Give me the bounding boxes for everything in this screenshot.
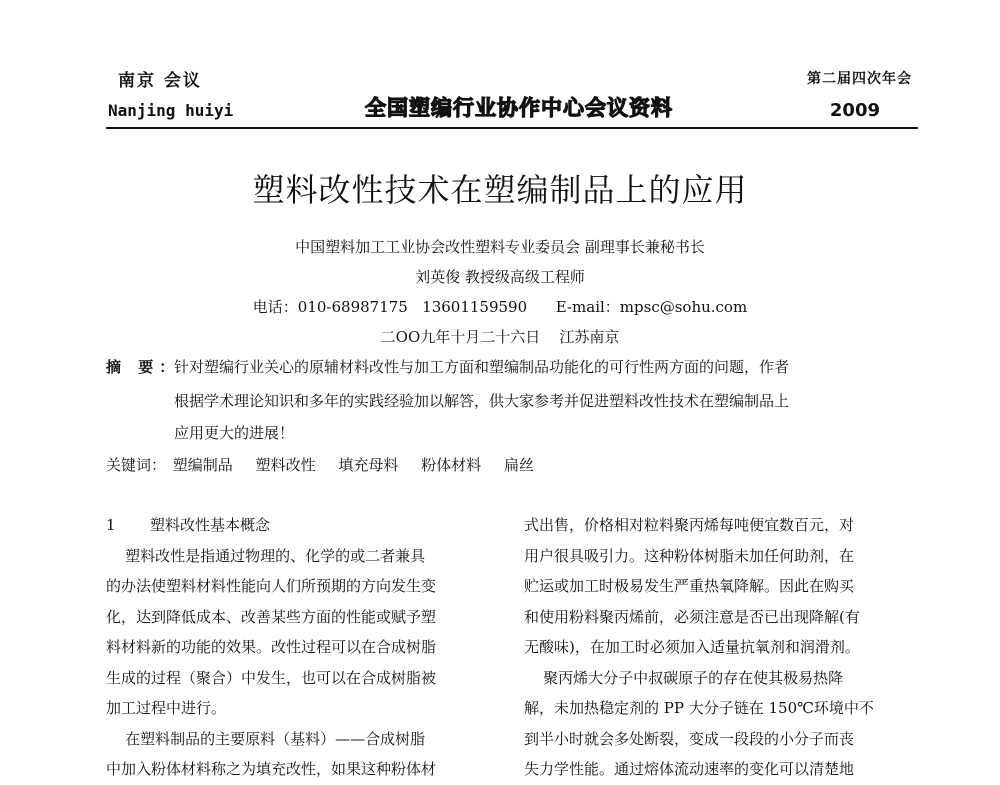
body-line: 无酸味)，在加工时必须加入适量抗氧剂和润滑剂。: [524, 638, 860, 656]
header-year: 2009: [829, 100, 880, 121]
keywords: [106, 454, 552, 475]
body-line: 生成的过程（聚合）中发生，也可以在合成树脂被: [106, 668, 437, 687]
section-number: 1: [106, 516, 116, 534]
date-place: 二OO九年十月二十六日 江苏南京: [380, 328, 620, 346]
body-line: 和使用粉料聚丙烯前，必须注意是否已出现降解(有: [524, 607, 860, 626]
body-line: 的办法使塑料材料性能向人们所预期的方向发生变: [106, 577, 437, 595]
header-location-en: Nanjing huiyi: [108, 101, 234, 120]
abstract-line: 应用更大的进展！: [174, 424, 295, 442]
header-session: 第二届四次年会: [807, 71, 912, 87]
keyword: 扁丝: [503, 456, 534, 474]
paper-title: 塑料改性技术在塑编制品上的应用: [252, 171, 748, 209]
body-left-column: [106, 510, 501, 785]
body-line: 用户很具吸引力。这种粉体树脂未加任何助剂，在: [524, 546, 855, 565]
body-line: 到半小时就会多处断裂，变成一段段的小分子而丧: [524, 729, 855, 748]
body-line: 式出售，价格相对粒料聚丙烯每吨便宜数百元，对: [524, 516, 855, 534]
keyword: 粉体材料: [421, 456, 482, 474]
body-line: 料材料新的功能的效果。改性过程可以在合成树脂: [106, 638, 437, 656]
body-line: 聚丙烯大分子中叔碳原子的存在使其极易热降: [524, 668, 844, 687]
author-affiliation: 中国塑料加工工业协会改性塑料专业委员会 副理事长兼秘书长: [295, 238, 705, 256]
body-line: 加工过程中进行。: [106, 699, 227, 717]
keyword: 塑编制品: [172, 456, 233, 474]
body-line: 塑料改性是指通过物理的、化学的或二者兼具: [106, 546, 426, 565]
abstract-line: 针对塑编行业关心的原辅材料改性与加工方面和塑编制品功能化的可行性两方面的问题，作者: [174, 358, 790, 376]
author-contact: 电话：010-68987175 13601159590 E-mail：mpsc@sohu.com: [252, 298, 748, 316]
header-location-cn: 南京 会议: [118, 71, 202, 91]
body-line: 化，达到降低成本、改善某些方面的性能或赋予塑: [106, 607, 437, 626]
section-heading: [106, 510, 501, 541]
body-right-column: [524, 510, 910, 785]
header-journal-title: 全国塑编行业协作中心会议资料: [365, 96, 673, 120]
header-rule: [106, 127, 918, 129]
keyword: 填充母料: [338, 456, 399, 474]
body-line: 解，未加热稳定剂的 PP 大分子链在 150℃环境中不: [524, 699, 874, 717]
author-name: 刘英俊 教授级高级工程师: [415, 268, 585, 286]
body-line: 在塑料制品的主要原料（基料）——合成树脂: [106, 729, 426, 748]
section-title: 塑料改性基本概念: [150, 516, 271, 534]
keyword: 塑料改性: [255, 456, 316, 474]
abstract-label: 摘 要：: [106, 358, 181, 376]
abstract-line: 根据学术理论知识和多年的实践经验加以解答，供大家参考并促进塑料改性技术在塑编制品上: [174, 392, 790, 410]
body-line: 失力学性能。通过熔体流动速率的变化可以清楚地: [524, 760, 855, 778]
keywords-label: 关键词：: [106, 456, 167, 474]
body-line: 中加入粉体材料称之为填充改性，如果这种粉体材: [106, 760, 437, 778]
body-line: 贮运或加工时极易发生严重热氧降解。因此在购买: [524, 577, 855, 595]
